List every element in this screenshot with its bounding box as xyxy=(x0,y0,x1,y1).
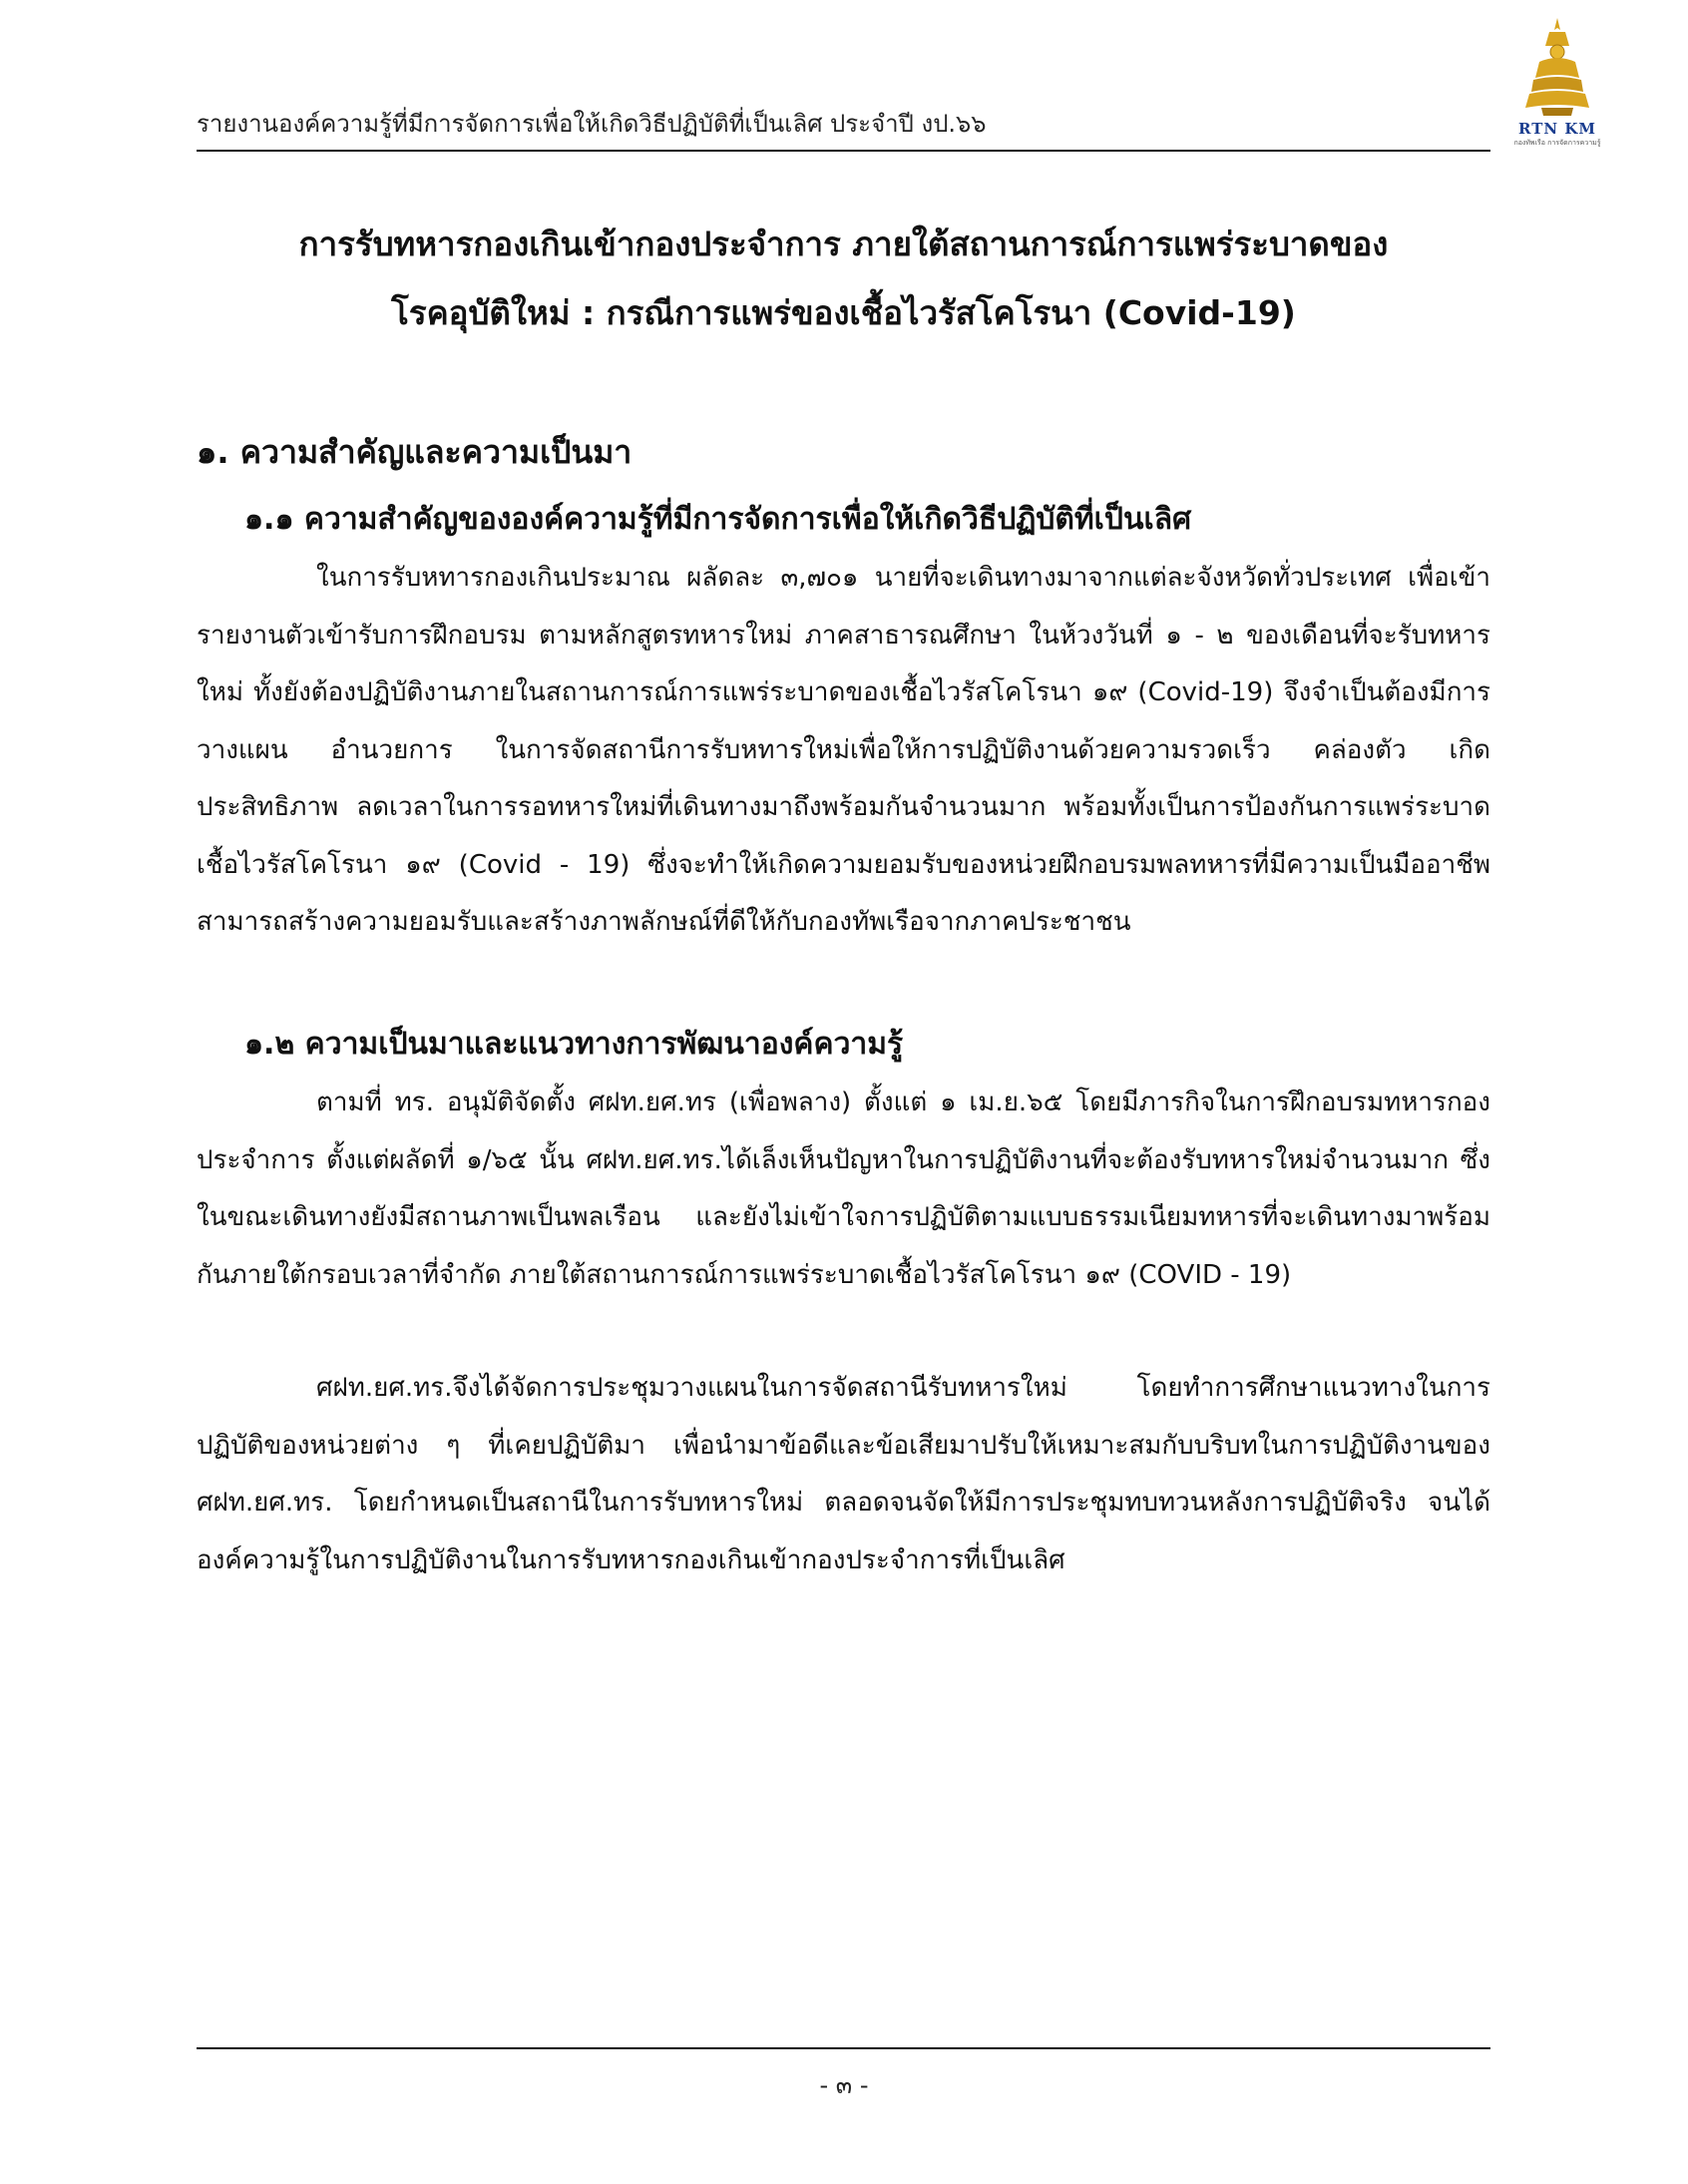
logo-text: RTN KM xyxy=(1518,120,1596,138)
section-1-1-heading: ๑.๑ ความสำคัญขององค์ความรู้ที่มีการจัดการเพื่อให้เกิดวิธีปฏิบัติที่เป็นเลิศ xyxy=(244,502,1192,537)
section-1-2-heading: ๑.๒ ความเป็นมาและแนวทางการพัฒนาองค์ความรู้ xyxy=(244,1027,904,1062)
section-1-2-paragraph-1: ตามที่ ทร. อนุมัติจัดตั้ง ศฝท.ยศ.ทร (เพื่อพลาง) ตั้งแต่ ๑ เม.ย.๖๕ โดยมีภารกิจในการฝึกอบรมทหารกองประจำการ ตั้งแต่ผลัดที่ ๑/๖๕ นั้น ศฝท.ยศ.ทร.ได้เล็งเห็นปัญหาในการปฏิบัติงานที่จะต้องรับทหารใหม่จำนวนมาก ซึ่งในขณะเดินทางยังมีสถานภาพเป็นพลเรือน และยังไม่เข้าใจการปฏิบัติตามแบบธรรมเนียมทหารที่จะเดินทางมาพร้อมกันภายใต้กรอบเวลาที่จำกัด ภายใต้สถานการณ์การแพร่ระบาดเชื้อไวรัสโคโรนา ๑๙ (COVID - 19) xyxy=(197,1088,1490,1290)
section-1-2-paragraph-2: ศฝท.ยศ.ทร.จึงได้จัดการประชุมวางแผนในการจัดสถานีรับทหารใหม่ โดยทำการศึกษาแนวทางในการปฏิบัติของหน่วยต่าง ๆ ที่เคยปฏิบัติมา เพื่อนำมาข้อดีและข้อเสียมาปรับให้เหมาะสมกับบริบทในการปฏิบัติงานของ ศฝท.ยศ.ทร. โดยกำหนดเป็นสถานีในการรับทหารใหม่ ตลอดจนจัดให้มีการประชุมทบทวนหลังการปฏิบัติจริง จนได้องค์ความรู้ในการปฏิบัติงานในการรับทหารกองเกินเข้ากองประจำการที่เป็นเลิศ xyxy=(197,1373,1490,1575)
section-1-heading: ๑. ความสำคัญและความเป็นมา xyxy=(197,433,633,471)
header-divider xyxy=(197,150,1490,152)
document-title-line-2: โรคอุบัติใหม่ : กรณีการแพร่ของเชื้อไวรัสโคโรนา (Covid-19) xyxy=(391,293,1296,332)
footer-divider xyxy=(197,2047,1490,2049)
document-title-line-1: การรับทหารกองเกินเข้ากองประจำการ ภายใต้สถานการณ์การแพร่ระบาดของ xyxy=(298,224,1389,263)
section-1-1-paragraph: ในการรับหทารกองเกินประมาณ ผลัดละ ๓,๗๐๑ นายที่จะเดินทางมาจากแต่ละจังหวัดทั่วประเทศ เพื่อเข้ารายงานตัวเข้ารับการฝึกอบรม ตามหลักสูตรทหารใหม่ ภาคสาธารณศึกษา ในห้วงวันที่ ๑ - ๒ ของเดือนที่จะรับทหารใหม่ ทั้งยังต้องปฏิบัติงานภายในสถานการณ์การแพร่ระบาดของเชื้อไวรัสโคโรนา ๑๙ (Covid-19) จึงจำเป็นต้องมีการวางแผน อำนวยการ ในการจัดสถานีการรับหทารใหม่เพื่อให้การปฏิบัติงานด้วยความรวดเร็ว คล่องตัว เกิดประสิทธิภาพ ลดเวลาในการรอทหารใหม่ที่เดินทางมาถึงพร้อมกันจำนวนมาก พร้อมทั้งเป็นการป้องกันการแพร่ระบาดเชื้อไวรัสโคโรนา ๑๙ (Covid - 19) ซึ่งจะทำให้เกิดความยอมรับของหน่วยฝึกอบรมพลทหารที่มีความเป็นมืออาชีพ สามารถสร้างความยอมรับและสร้างภาพลักษณ์ที่ดีให้กับกองทัพเรือจากภาคประชาชน xyxy=(197,563,1490,937)
page-number: - ๓ - xyxy=(819,2071,869,2099)
running-header: รายงานองค์ความรู้ที่มีการจัดการเพื่อให้เกิดวิธีปฏิบัติที่เป็นเลิศ ประจำปี งป.๖๖ xyxy=(197,110,987,138)
rtn-km-logo xyxy=(1511,16,1603,146)
logo-subtext: กองทัพเรือ การจัดการความรู้ xyxy=(1513,139,1601,147)
crown-emblem-icon xyxy=(1511,16,1603,120)
